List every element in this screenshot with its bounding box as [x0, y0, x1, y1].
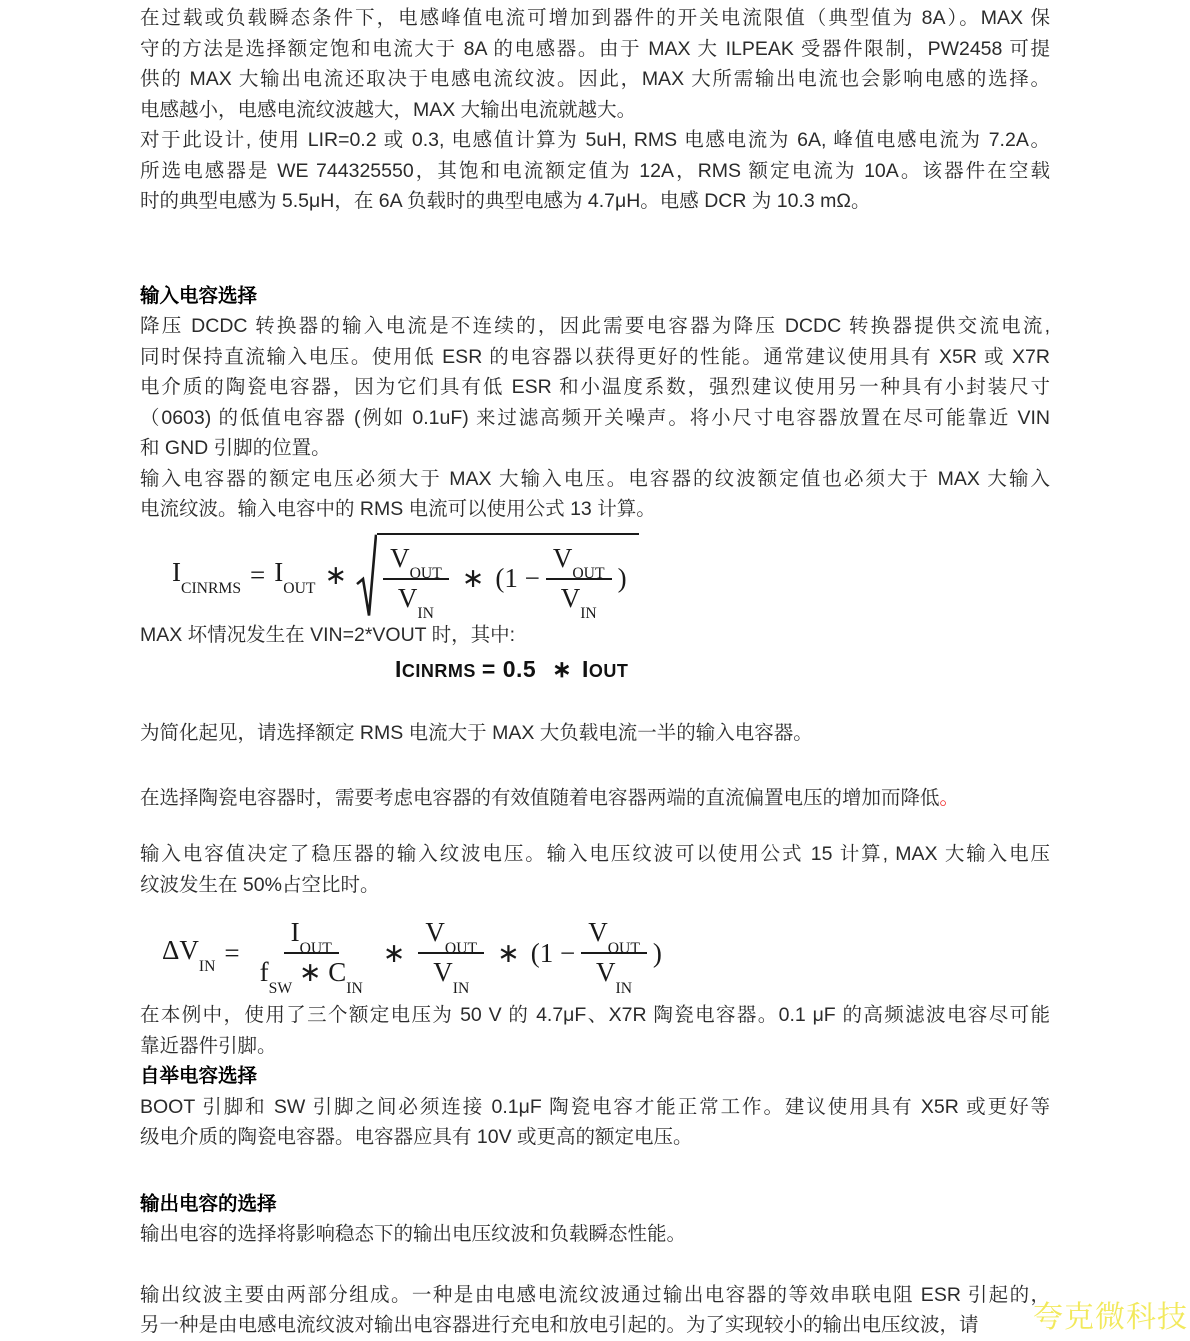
- text-line: 另一种是由电感电流纹波对输出电容器进行充电和放电引起的。为了实现较小的输出电压纹波，请: [140, 1314, 979, 1337]
- fraction-iout-fswcin: [253, 914, 370, 997]
- equation-icinrms-simplified: ICINRMS = 0.5 ∗ IOUT: [395, 656, 629, 683]
- multiply-operator: ∗: [324, 559, 348, 590]
- fraction-vout-vin: [581, 914, 647, 997]
- paragraph-bootstrap: [140, 1092, 1050, 1153]
- fraction-vout-vin: [383, 540, 449, 623]
- text-line: 电流纹波。输入电容中的 RMS 电流可以使用公式 13 计算。: [140, 498, 656, 520]
- text-line: 输入电容值决定了稳压器的输入纹波电压。输入电压纹波可以使用公式 15 计算, MAX 大输入电压: [140, 843, 1050, 866]
- text-line: 在过载或负载瞬态条件下，电感峰值电流可增加到器件的开关电流限值（典型值为 8A）。MAX 保: [140, 7, 1050, 29]
- numerator-vout: $V_{OUT}$: [383, 540, 449, 580]
- text-line: 在本例中，使用了三个额定电压为 50 V 的 4.7μF、X7R 陶瓷电容器。0.1 μF 的高频滤波电容尽可能: [140, 1004, 1050, 1027]
- denominator-vin: $V_{IN}$: [596, 957, 633, 997]
- numerator-iout: $I_{OUT}$: [284, 914, 339, 954]
- close-paren: ): [652, 937, 662, 968]
- section-heading-bootstrap-capacitor: 自举电容选择: [140, 1065, 258, 1088]
- text-line: 输入电容器的额定电压必须大于 MAX 大输入电压。电容器的纹波额定值也必须大于 MAX 大输入: [140, 467, 1050, 490]
- denominator-vin: $V_{IN}$: [433, 957, 470, 997]
- equals-sign: =: [250, 559, 266, 590]
- text-line: 对于此设计, 使用 LIR=0.2 或 0.3, 电感值计算为 5uH, RMS 电感电流为 6A, 峰值电感电流为 7.2A。: [140, 129, 1050, 151]
- radical-icon: [356, 533, 377, 618]
- paragraph-inductor-overload: [140, 3, 1050, 125]
- text-line: 输出纹波主要由两部分组成。一种是由电感电流纹波通过输出电容器的等效串联电阻 ESR 引起的，: [140, 1283, 1050, 1306]
- text-line: 靠近器件引脚。: [140, 1034, 277, 1057]
- multiply-operator: ∗: [382, 937, 406, 968]
- text-line: 同时保持直流输入电压。使用低 ESR 的电容器以获得更好的性能。通常建议使用具有 X5R 或 X7R: [140, 345, 1050, 368]
- denominator-vin: $V_{IN}$: [560, 582, 597, 623]
- denominator-vin: $V_{IN}$: [397, 582, 434, 623]
- text-line: 和 GND 引脚的位置。: [140, 437, 331, 459]
- paragraph-inductor-design: [140, 125, 1050, 217]
- text-line: 纹波发生在 50%占空比时。: [140, 873, 380, 896]
- formula-input-voltage-ripple: [140, 914, 1050, 997]
- paragraph-input-cap-rating: [140, 464, 1050, 525]
- text-line: 时的典型电感为 5.5μH，在 6A 负载时的典型电感为 4.7μH。电感 DCR 为 10.3 mΩ。: [140, 190, 871, 212]
- paragraph-simplify: 为简化起见，请选择额定 RMS 电流大于 MAX 大负载电流一半的输入电容器。: [140, 722, 813, 745]
- text-line: （0603) 的低值电容器 (例如 0.1uF) 来过滤高频开关噪声。将小尺寸电容器放置在尽可能靠近 VIN: [140, 406, 1050, 429]
- denominator-fsw-cin: $f_{SW}$ ∗ $C_{IN}$: [259, 957, 363, 997]
- text-line: 电感越小，电感电流纹波越大，MAX 大输出电流就越大。: [140, 98, 637, 121]
- paragraph-output-ripple: [140, 1280, 1050, 1341]
- paragraph-input-ripple: [140, 839, 1050, 900]
- multiply-operator: ∗: [497, 937, 520, 968]
- watermark: 夸克微科技: [1033, 1301, 1188, 1334]
- equals-sign: =: [224, 937, 240, 968]
- close-paren: ): [617, 563, 627, 594]
- formula-input-rms-current: [140, 533, 1050, 623]
- numerator-vout: $V_{OUT}$: [546, 540, 612, 580]
- section-heading-input-capacitor: 输入电容选择: [140, 284, 258, 307]
- fraction-vout-vin: [546, 540, 612, 623]
- red-period: 。: [939, 786, 960, 809]
- math-lhs-dvin: $\Delta V_{IN}$: [162, 935, 216, 975]
- text-line: 供的 MAX 大输出电流还取决于电感电流纹波。因此，MAX 大所需输出电流也会影响电感的选择。: [140, 68, 1050, 90]
- text-line: 电介质的陶瓷电容器，因为它们具有低 ESR 和小温度系数，强烈建议使用另一种具有小封装尺寸: [140, 376, 1050, 398]
- open-one-minus: (1 −: [530, 937, 576, 968]
- paragraph-input-cap-main: [140, 311, 1050, 464]
- text-line: 守的方法是选择额定饱和电流大于 8A 的电感器。由于 MAX 大 ILPEAK 受器件限制，PW2458 可提: [140, 37, 1050, 60]
- paragraph-output-intro: 输出电容的选择将影响稳态下的输出电压纹波和负载瞬态性能。: [140, 1223, 687, 1246]
- text-line: 所选电感器是 WE 744325550，其饱和电流额定值为 12A，RMS 额定电流为 10A。该器件在空载: [140, 159, 1050, 182]
- square-root: [356, 533, 638, 623]
- radicand: [377, 533, 638, 623]
- paragraph-ceramic-derating: 在选择陶瓷电容器时，需要考虑电容器的有效值随着电容器两端的直流偏置电压的增加而降低。: [140, 786, 960, 809]
- open-one-minus: (1 −: [495, 563, 540, 594]
- text-line: 级电介质的陶瓷电容器。电容器应具有 10V 或更高的额定电压。: [140, 1126, 693, 1149]
- math-lhs-icinrms: $I_{CINRMS}$: [172, 557, 242, 597]
- text-line: 降压 DCDC 转换器的输入电流是不连续的，因此需要电容器为降压 DCDC 转换器提供交流电流,: [140, 315, 1050, 337]
- numerator-vout: $V_{OUT}$: [581, 914, 647, 954]
- worst-case-note: MAX 坏情况发生在 VIN=2*VOUT 时，其中:: [140, 623, 516, 646]
- fraction-vout-vin: [418, 914, 484, 997]
- text-line: BOOT 引脚和 SW 引脚之间必须连接 0.1μF 陶瓷电容才能正常工作。建议使用具有 X5R 或更好等: [140, 1095, 1050, 1118]
- paragraph-example-caps: [140, 1000, 1050, 1061]
- section-heading-output-capacitor: 输出电容的选择: [140, 1192, 277, 1215]
- multiply-operator: ∗: [461, 563, 485, 594]
- math-iout: $I_{OUT}$: [274, 557, 316, 597]
- numerator-vout: $V_{OUT}$: [418, 914, 484, 954]
